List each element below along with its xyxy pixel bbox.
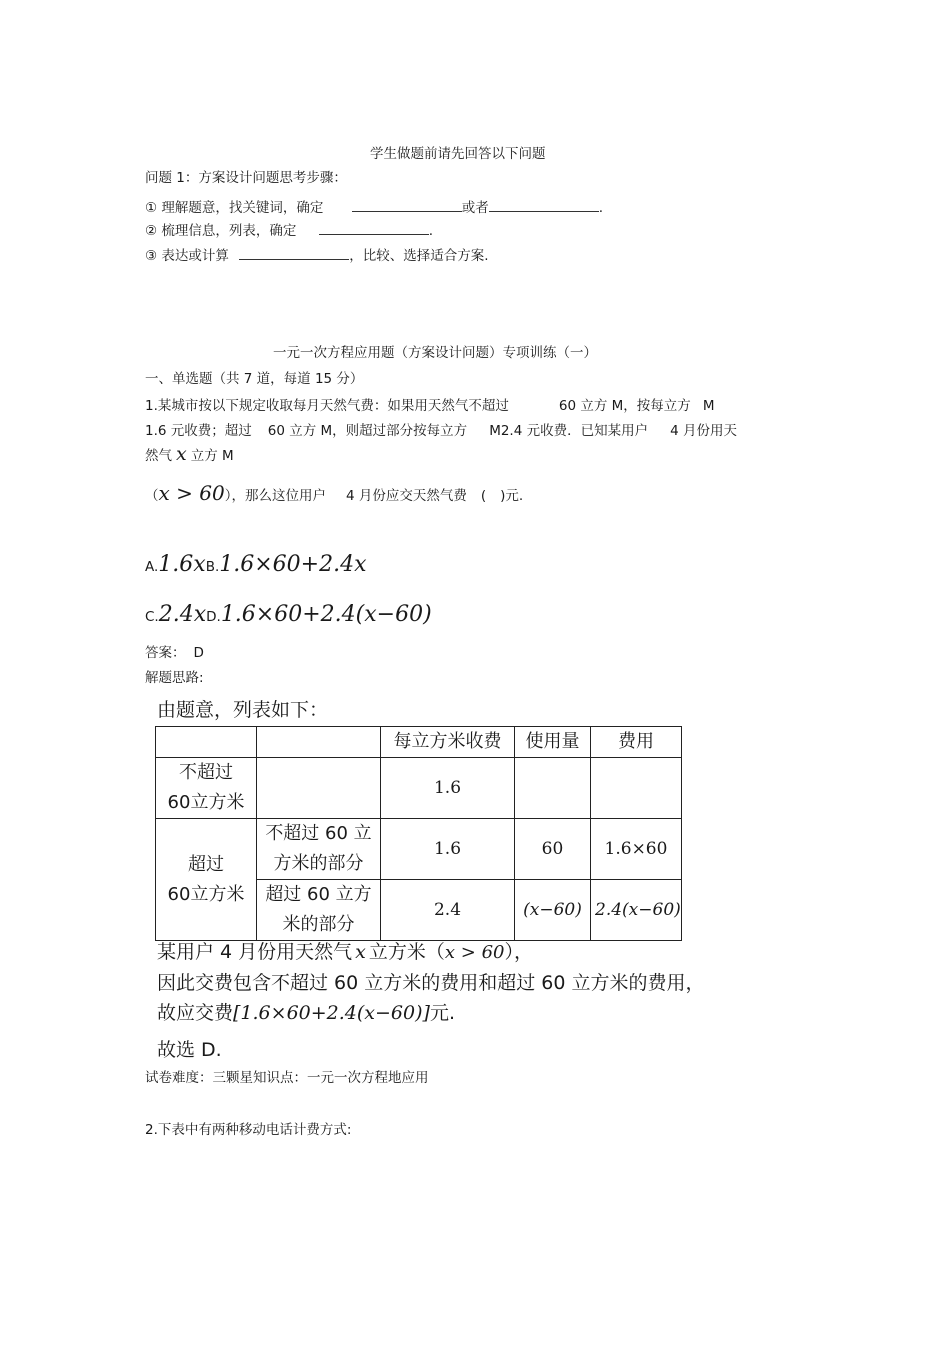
solution-var-x: x [355,941,366,963]
q1-line-1-a: 1.某城市按以下规定收取每月天然气费：如果用天然气不超过 [145,398,509,414]
table-cell-empty [591,758,682,819]
q1-line-3 [145,445,234,465]
step-3-tail: ，比较、选择适合方案. [349,248,489,264]
solution-line-3 [157,1001,455,1025]
table-header-cell: 每立方米收费 [381,727,515,758]
option-a[interactable]: 1.6x [158,552,206,577]
q1-line-1-c: M [702,398,715,414]
q1-line-1 [145,397,714,415]
row-2b-usage: (x−60) [523,900,582,920]
table-header-row [156,727,682,758]
option-b[interactable]: 1.6×60+2.4x [219,552,367,577]
step-1-or: 或者 [461,200,489,216]
option-d[interactable]: 1.6×60+2.4(x−60) [220,602,432,627]
option-b-label[interactable]: B. [205,559,220,575]
solution-line-1-a: 某用户 4 月份用天然气 [157,941,353,963]
q1-line-2-d: 4 月份用天 [670,423,737,439]
solution-expression: [1.6×60+2.4(x−60)] [233,1002,430,1024]
row-2a-usage: 60 [515,819,591,880]
row-2b-price: 2.4 [381,880,515,941]
fee-table [155,726,682,941]
answer-line [145,644,204,662]
table-header-cell [156,727,257,758]
step-1-text: ① 理解题意，找关键词，确定 [145,200,324,216]
option-a-label[interactable]: A. [145,559,159,575]
step-2: ② 梳理信息，列表，确定 . [145,223,433,239]
step-2-blank[interactable] [319,221,429,235]
q1-line-2-c: M2.4 元收费．已知某用户 [489,423,649,439]
row-1-label: 不超过 60立方米 [156,758,257,819]
solution-line-1-b: 立方米（ [368,941,445,963]
step-3 [145,246,489,265]
option-c[interactable]: 2.4x [158,602,207,627]
solution-line-4: 故选 D. [157,1039,222,1061]
table-header-cell [257,727,381,758]
row-2b-label: 超过 60 立方 米的部分 [257,880,381,941]
table-row [156,758,682,819]
row-1-price: 1.6 [381,758,515,819]
row-2-group-label: 超过 60立方米 [156,819,257,941]
solution-condition: x > 60 [444,942,505,963]
section-title: 一元一次方程应用题（方案设计问题）专项训练（一） [273,345,597,361]
q1-line-4-open: （ [145,488,159,504]
step-1: ① 理解题意，找关键词，确定 或者 . [145,200,603,216]
answer-label: 答案： [145,645,186,661]
section-heading: 一、单选题（共 7 道，每道 15 分） [145,371,364,387]
difficulty-line: 试卷难度：三颗星知识点：一元一次方程地应用 [145,1070,429,1086]
q1-line-3-b: 立方 M [190,448,234,464]
table-header-cell: 费用 [591,727,682,758]
table-header-cell: 使用量 [515,727,591,758]
q1-line-2-b: 60 立方 M，则超过部分按每立方 [267,423,468,439]
solution-line-1 [157,940,533,965]
q1-line-2-a: 1.6 元收费；超过 [145,423,252,439]
var-x: x [176,443,187,465]
step-1-blank-2[interactable] [489,198,599,212]
option-d-label[interactable]: D. [206,609,221,625]
option-c-label[interactable]: C. [145,609,159,625]
options-row-ab [145,550,367,582]
q1-line-4-c: 4 月份应交天然气费 [345,488,467,504]
row-2a-cost: 1.6×60 [591,819,682,880]
answer-value: D [193,645,204,661]
intro-title: 学生做题前请先回答以下问题 [370,146,546,162]
question-1: 问题 1：方案设计问题思考步骤： [145,170,347,186]
step-1-blank-1[interactable] [352,198,462,212]
q1-line-4 [145,481,523,508]
q2-line-1: 2.下表中有两种移动电话计费方式: [145,1122,352,1138]
row-2b-cost: 2.4(x−60) [595,900,681,920]
step-3-blank[interactable] [239,246,349,260]
q1-line-2 [145,422,737,440]
solution-line-2: 因此交费包含不超过 60 立方米的费用和超过 60 立方米的费用， [157,972,705,994]
q1-line-4-e: )元. [500,488,524,504]
table-row [156,819,682,880]
q1-line-3-a: 然气 [145,448,172,464]
solution-intro: 由题意，列表如下： [157,699,329,721]
q1-condition: x > 60 [158,481,225,505]
step-2-text: ② 梳理信息，列表，确定 [145,223,297,239]
solution-line-3-b: 元. [429,1002,455,1024]
q1-line-1-b: 60 立方 M，按每立方 [558,398,691,414]
explain-label: 解题思路: [145,670,204,686]
q1-line-4-d: ( [480,488,487,504]
table-cell-empty [515,758,591,819]
solution-line-1-c: ）， [504,941,534,963]
options-row-cd [145,600,432,632]
row-2a-label: 不超过 60 立 方米的部分 [257,819,381,880]
q1-line-4-b: ），那么这位用户 [224,488,326,504]
solution-line-3-a: 故应交费 [157,1002,234,1024]
table-cell-empty [257,758,381,819]
step-3-text: ③ 表达或计算 [145,248,229,264]
row-2a-price: 1.6 [381,819,515,880]
